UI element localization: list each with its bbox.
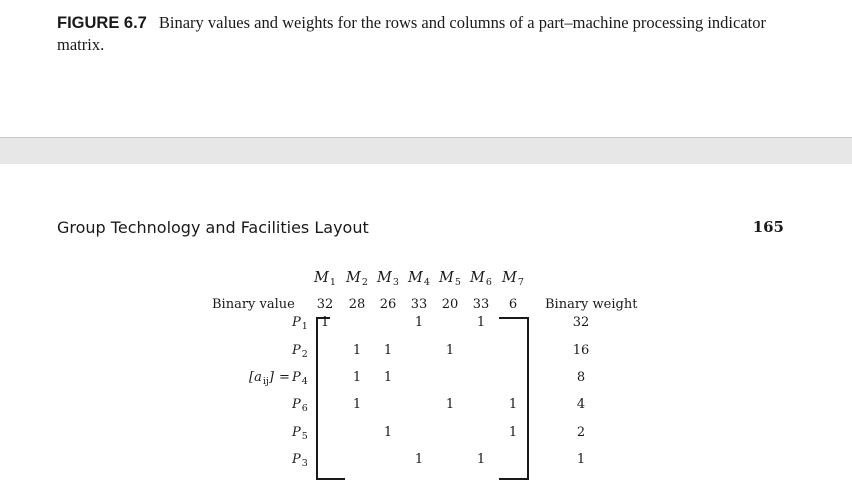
row-label-p5 <box>292 425 308 442</box>
row-subscript: 5 <box>301 431 308 442</box>
row-label-p2 <box>292 343 308 360</box>
figure-label: FIGURE 6.7 <box>57 14 147 32</box>
binary-weight-p3 <box>577 452 585 467</box>
matrix-symbol <box>249 370 274 387</box>
row-subscript: 1 <box>301 321 308 332</box>
equals-sign: = <box>279 370 290 385</box>
binary-weight-p6 <box>577 397 585 412</box>
binary-value-text: 6 <box>508 297 518 312</box>
column-header-m2 <box>346 270 368 288</box>
column-subscript: 5 <box>454 277 461 288</box>
binary-value-m7 <box>509 297 517 312</box>
row-letter: P <box>292 425 301 440</box>
column-subscript: 1 <box>329 277 336 288</box>
binary-weight-text: 8 <box>576 370 586 385</box>
matrix-cell-value: 1 <box>508 397 518 412</box>
column-subscript: 2 <box>361 277 368 288</box>
row-subscript: 4 <box>301 376 308 387</box>
row-label-p6 <box>292 397 308 414</box>
row-letter: P <box>292 343 301 358</box>
column-letter: M <box>314 270 329 286</box>
binary-value-text: 32 <box>316 297 334 312</box>
page-number: 165 <box>752 218 784 236</box>
matrix-cell-value: 1 <box>445 343 455 358</box>
matrix-cell-value: 1 <box>476 315 486 330</box>
binary-value-label: Binary value <box>212 297 295 312</box>
matrix-cell <box>384 343 392 358</box>
column-subscript: 3 <box>392 277 399 288</box>
binary-weight-p1 <box>573 315 590 330</box>
binary-value-text: 33 <box>472 297 490 312</box>
matrix-cell-value: 1 <box>352 370 362 385</box>
matrix-cell <box>477 315 485 330</box>
matrix-cell <box>415 452 423 467</box>
left-bracket-bottom <box>316 478 345 480</box>
row-letter: P <box>292 452 301 467</box>
matrix-cell-value: 1 <box>508 425 518 440</box>
binary-weight-text: 4 <box>576 397 586 412</box>
row-letter: P <box>292 370 301 385</box>
binary-value-text: 26 <box>379 297 397 312</box>
matrix-cell-value: 1 <box>414 452 424 467</box>
matrix-cell-value: 1 <box>383 425 393 440</box>
binary-value-m2 <box>349 297 366 312</box>
matrix-symbol-letter: a <box>254 370 262 385</box>
matrix-symbol-subscript: ij <box>262 376 269 387</box>
matrix-cell <box>384 370 392 385</box>
column-header-m1 <box>314 270 336 288</box>
row-subscript: 2 <box>301 349 308 360</box>
figure-caption-text: Binary values and weights for the rows and columns of a part–machine processing indicator matrix. <box>57 13 766 54</box>
binary-weight-label: Binary weight <box>545 297 638 312</box>
right-bracket-top <box>499 317 529 319</box>
matrix-cell-value: 1 <box>383 343 393 358</box>
binary-weight-text: 16 <box>572 343 590 358</box>
column-letter: M <box>470 270 485 286</box>
column-subscript: 6 <box>485 277 492 288</box>
binary-value-m6 <box>473 297 490 312</box>
column-header-m7 <box>502 270 524 288</box>
matrix-cell-value: 1 <box>352 397 362 412</box>
left-bracket-vertical <box>316 317 318 480</box>
binary-value-text: 28 <box>348 297 366 312</box>
row-label-p3 <box>292 452 308 469</box>
running-head: Group Technology and Facilities Layout <box>57 218 369 237</box>
matrix-cell-value: 1 <box>445 397 455 412</box>
column-subscript: 7 <box>517 277 524 288</box>
column-letter: M <box>377 270 392 286</box>
binary-value-text: 20 <box>441 297 459 312</box>
matrix-cell-value: 1 <box>476 452 486 467</box>
row-letter: P <box>292 315 301 330</box>
binary-weight-text: 1 <box>576 452 586 467</box>
column-letter: M <box>502 270 517 286</box>
binary-weight-text: 32 <box>572 315 590 330</box>
matrix-cell <box>321 315 329 330</box>
matrix-cell-value: 1 <box>414 315 424 330</box>
matrix-cell <box>384 425 392 440</box>
binary-value-m3 <box>380 297 397 312</box>
column-letter: M <box>439 270 454 286</box>
column-header-m5 <box>439 270 461 288</box>
matrix-cell <box>353 343 361 358</box>
binary-value-m4 <box>411 297 428 312</box>
matrix-cell <box>353 370 361 385</box>
binary-weight-text: 2 <box>576 425 586 440</box>
binary-weight-p2 <box>573 343 590 358</box>
matrix-cell-value: 1 <box>352 343 362 358</box>
column-header-m6 <box>470 270 492 288</box>
row-label-p1 <box>292 315 308 332</box>
close-bracket: ] <box>268 370 274 385</box>
matrix-cell-value: 1 <box>383 370 393 385</box>
row-subscript: 3 <box>301 458 308 469</box>
matrix-cell <box>446 397 454 412</box>
matrix-cell <box>415 315 423 330</box>
matrix-cell-value: 1 <box>320 315 330 330</box>
binary-value-m5 <box>442 297 459 312</box>
figure-caption <box>57 12 817 56</box>
matrix-cell <box>353 397 361 412</box>
column-letter: M <box>346 270 361 286</box>
row-label-p4 <box>292 370 308 387</box>
binary-value-text: 33 <box>410 297 428 312</box>
column-subscript: 4 <box>423 277 430 288</box>
row-subscript: 6 <box>301 403 308 414</box>
open-bracket: [ <box>249 370 255 385</box>
matrix-cell <box>477 452 485 467</box>
right-bracket-bottom <box>499 478 529 480</box>
binary-weight-p4 <box>577 370 585 385</box>
column-header-m4 <box>408 270 430 288</box>
right-bracket-vertical <box>527 317 529 480</box>
page-break-divider <box>0 137 852 164</box>
matrix-cell <box>446 343 454 358</box>
binary-weight-p5 <box>577 425 585 440</box>
column-letter: M <box>408 270 423 286</box>
column-header-m3 <box>377 270 399 288</box>
matrix-cell <box>509 397 517 412</box>
binary-value-m1 <box>317 297 334 312</box>
row-letter: P <box>292 397 301 412</box>
matrix-cell <box>509 425 517 440</box>
